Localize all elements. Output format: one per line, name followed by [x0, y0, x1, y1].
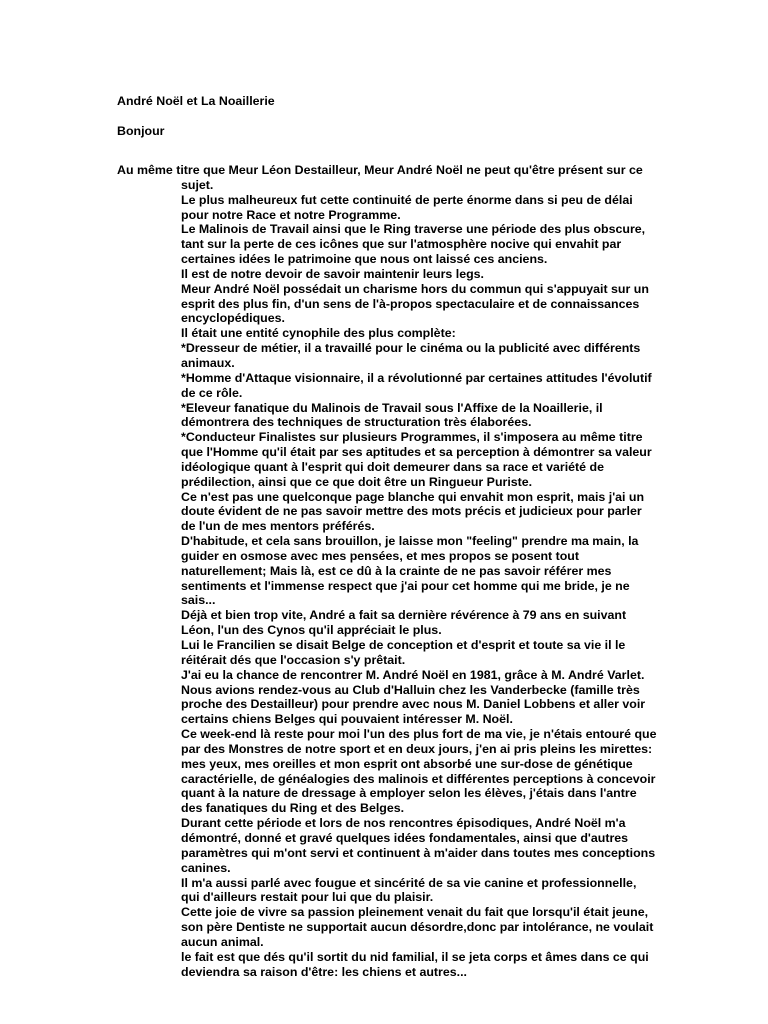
paragraph: Il est de notre devoir de savoir maintenir leurs legs.: [181, 266, 484, 281]
greeting: Bonjour: [117, 124, 165, 138]
paragraph: *Conducteur Finalistes sur plusieurs Programmes, il s'imposera au même titre que l'Homme qu'il était par ses aptitudes et sa perception à démontrer sa valeur idéologique quant à l'esprit qui doit demeurer dans sa race et variété de prédilection, ainsi que ce que doit être un Ringueur Puriste.: [181, 430, 652, 489]
paragraph: Cette joie de vivre sa passion pleinement venait du fait que lorsqu'il était jeune, son père Dentiste ne supportait aucun désordre,donc par intolérance, ne voulait aucun animal.: [181, 905, 654, 949]
paragraph: Le Malinois de Travail ainsi que le Ring traverse une période des plus obscure, tant sur la perte de ces icônes que sur l'atmosphère nocive qui envahit par certaines idées le patrimoine que nous ont laissé ces anciens.: [181, 222, 646, 267]
paragraph: *Eleveur fanatique du Malinois de Travail sous l'Affixe de la Noaillerie, il démontrera des techniques de structuration très élaborées.: [181, 400, 603, 430]
paragraph: Il m'a aussi parlé avec fougue et sincérité de sa vie canine et professionnelle, qui d'ailleurs restait pour lui que du plaisir.: [181, 875, 637, 905]
paragraph: Lui le Francilien se disait Belge de conception et d'esprit et toute sa vie il le réitérait dés que l'occasion s'y prêtait.: [181, 638, 626, 667]
paragraph: Le plus malheureux fut cette continuité de perte énorme dans si peu de délai pour notre Race et notre Programme.: [181, 192, 633, 222]
paragraph: Meur André Noël possédait un charisme hors du commun qui s'appuyait sur un esprit des plus fin, d'un sens de l'à-propos spectaculaire et de connaissances encyclopédiques.: [181, 281, 649, 326]
paragraph: *Homme d'Attaque visionnaire, il a révolutionné par certaines attitudes l'évolutif de ce rôle.: [181, 370, 652, 400]
paragraph: J'ai eu la chance de rencontrer M. André Noël en 1981, grâce à M. André Varlet.: [181, 667, 645, 682]
document-title: André Noël et La Noaillerie: [117, 94, 275, 108]
paragraph: Ce week-end là reste pour moi l'un des plus fort de ma vie, je n'étais entouré que par des Monstres de notre sport et en deux jours, j'en ai pris pleins les mirettes: mes yeux, mes oreilles et mon esprit ont absorbé une sur-dose de génétique caractérielle, de généalogies des malinois et différentes perceptions à concevoir quant à la nature de dressage à employer selon les élèves, j'étais dans l'antre des fanatiques du Ring et des Belges.: [181, 727, 657, 816]
paragraph: D'habitude, et cela sans brouillon, je laisse mon "feeling" prendre ma main, la guider en osmose avec mes pensées, et mes propos se posent tout naturellement; Mais là, est ce dû à la crainte de ne pas savoir référer mes sentiments et l'immense respect que j'ai pour cet homme qui me bride, je ne sais...: [181, 534, 639, 608]
paragraph: le fait est que dés qu'il sortit du nid familial, il se jeta corps et âmes dans ce qui deviendra sa raison d'être: les chiens et autres...: [181, 949, 649, 979]
paragraph: Au même titre que Meur Léon Destailleur, Meur André Noël ne peut qu'être présent sur ce sujet.: [117, 163, 643, 192]
paragraph: Nous avions rendez-vous au Club d'Halluin chez les Vanderbecke (famille très proche des Destailleur) pour prendre avec nous M. Daniel Lobbens et aller voir certains chiens Belges qui pouvaient intéresser M. Noël.: [181, 682, 646, 727]
paragraph: Durant cette période et lors de nos rencontres épisodiques, André Noël m'a démontré, donné et gravé quelques idées fondamentales, ainsi que d'autres paramètres qui m'ont servi et continuent à m'aider dans toutes mes conceptions canines.: [181, 816, 656, 875]
paragraph: Il était une entité cynophile des plus complète:: [181, 326, 456, 341]
document-body: [117, 163, 657, 979]
paragraph: *Dresseur de métier, il a travaillé pour le cinéma ou la publicité avec différents animaux.: [181, 341, 641, 370]
paragraph: Ce n'est pas une quelconque page blanche qui envahit mon esprit, mais j'ai un doute évident de ne pas savoir mettre des mots précis et judicieux pour parler de l'un de mes mentors préférés.: [181, 489, 645, 534]
paragraph: Déjà et bien trop vite, André a fait sa dernière révérence à 79 ans en suivant Léon, l'un des Cynos qu'il appréciait le plus.: [181, 608, 627, 638]
